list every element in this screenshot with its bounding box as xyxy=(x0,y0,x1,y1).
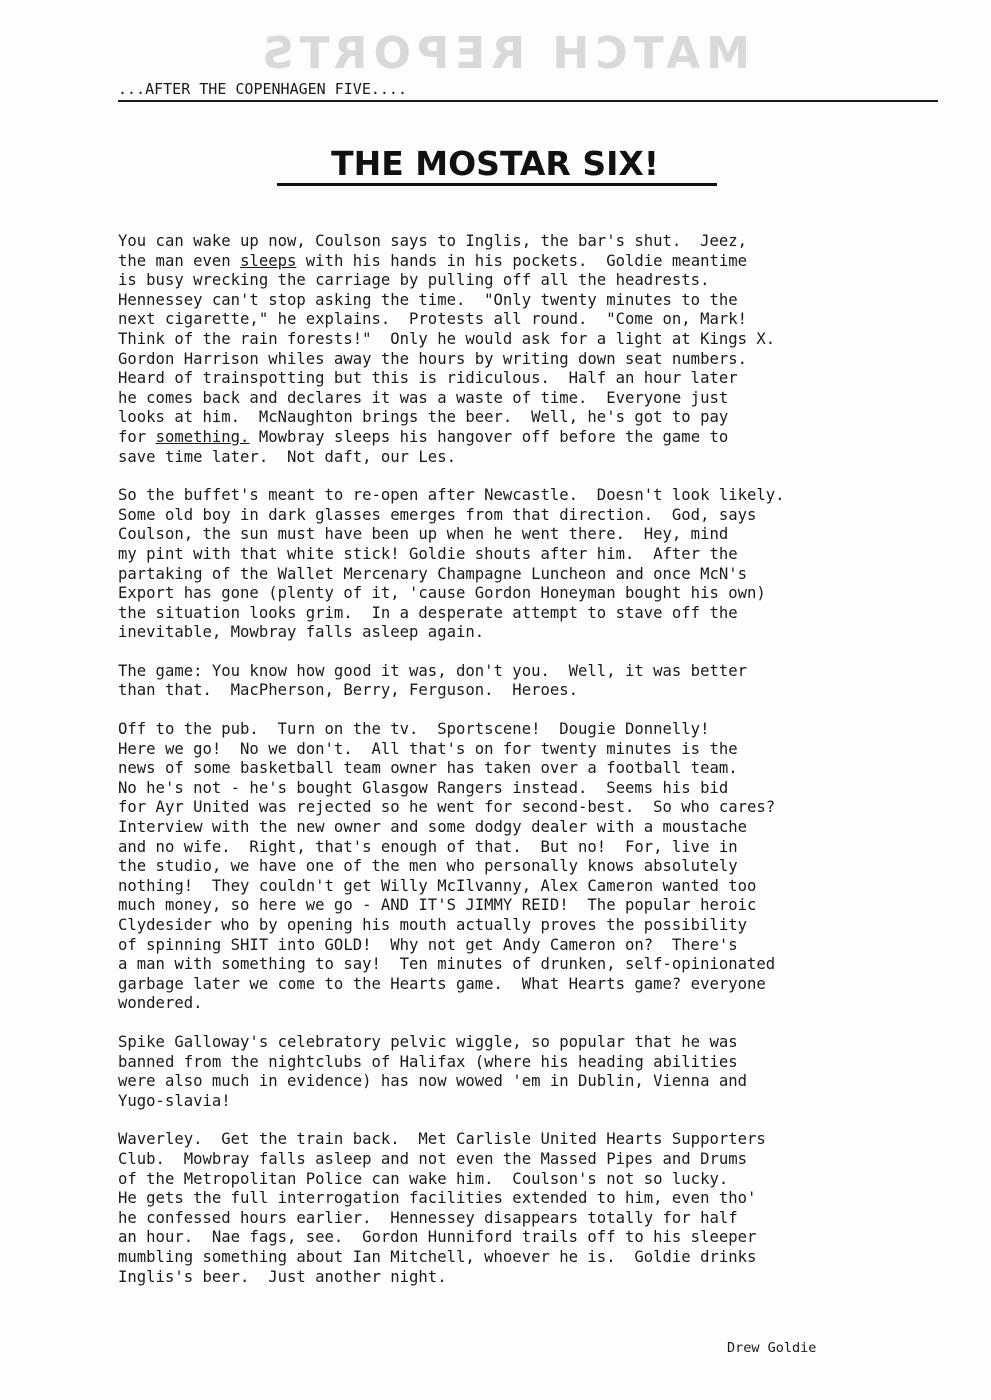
paragraph-1: You can wake up now, Coulson says to Inglis, the bar's shut. Jeez, the man even sleeps with his hands in his pockets. Goldie meantime is busy wrecking the carriage by pulling off all the headrests. Hennessey can't stop asking the time. "Only twenty minutes to the next cigarette," he explains. Protests all round. "Come on, Mark! Think of the rain forests!" Only he would ask for a light at Kings X. Gordon Harrison whiles away the hours by writing down seat numbers. Heard of trainspotting but this is ridiculous. Half an hour later he comes back and declares it was a waste of time. Everyone just looks at him. McNaughton brings the beer. Well, he's got to pay for something. Mowbray sleeps his hangover off before the game to save time later. Not daft, our Les. xyxy=(118,232,776,466)
paragraph-5: Spike Galloway's celebratory pelvic wiggle, so popular that he was banned from the nightclubs of Halifax (where his heading abilities were also much in evidence) has now wowed 'em in Dublin, Vienna and Yugo-slavia! xyxy=(118,1032,748,1110)
paragraph-3: The game: You know how good it was, don't you. Well, it was better than that. MacPherson, Berry, Ferguson. Heroes. xyxy=(118,661,748,700)
kicker-line: ...AFTER THE COPENHAGEN FIVE.... xyxy=(118,80,938,102)
author-signature: Drew Goldie xyxy=(727,1340,817,1356)
paragraph-4: Off to the pub. Turn on the tv. Sportscene! Dougie Donnelly! Here we go! No we don't. All that's on for twenty minutes is the news of some basketball team owner has taken over a football team. No he's not - he's bought Glasgow Rangers instead. Seems his bid for Ayr United was rejected so he went for second-best. So who cares? Interview with the new owner and some dodgy dealer with a moustache and no wife. Right, that's enough of that. But no! For, live in the studio, we have one of the men who personally knows absolutely nothing! They couldn't get Willy McIlvanny, Alex Cameron wanted too much money, so here we go - AND IT'S JIMMY REID! The popular heroic Clydesider who by opening his mouth actually proves the possibility of spinning SHIT into GOLD! Why not get Andy Cameron on? There's a man with something to say! Ten minutes of drunken, self-opinionated garbage later we come to the Hearts game. What Hearts game? everyone wondered. xyxy=(118,720,776,1013)
headline-underline xyxy=(277,183,717,186)
emphasis-something: something. xyxy=(155,427,250,446)
headline: THE MOSTAR SIX! xyxy=(331,144,659,183)
emphasis-sleeps: sleeps xyxy=(240,251,297,270)
paragraph-6: Waverley. Get the train back. Met Carlisle United Hearts Supporters Club. Mowbray falls asleep and not even the Massed Pipes and Drums of the Metropolitan Police can wake him. Coulson's not so lucky. He gets the full interrogation facilities extended to him, even tho' he confessed hours earlier. Hennessey disappears totally for half an hour. Nae fags, see. Gordon Hunniford trails off to his sleeper mumbling something about Ian Mitchell, whoever he is. Goldie drinks Inglis's beer. Just another night. xyxy=(118,1130,766,1286)
article-body xyxy=(118,232,958,1306)
paragraph-2: So the buffet's meant to re-open after Newcastle. Doesn't look likely. Some old boy in dark glasses emerges from that direction. God, says Coulson, the sun must have been up when he went there. Hey, mind my pint with that white stick! Goldie shouts after him. After the partaking of the Wallet Mercenary Champagne Luncheon and once McN's Export has gone (plenty of it, 'cause Gordon Honeyman bought his own) the situation looks grim. In a desperate attempt to stave off the inevitable, Mowbray falls asleep again. xyxy=(118,486,785,642)
show-through-heading: MATCH REPORTS xyxy=(255,28,750,79)
